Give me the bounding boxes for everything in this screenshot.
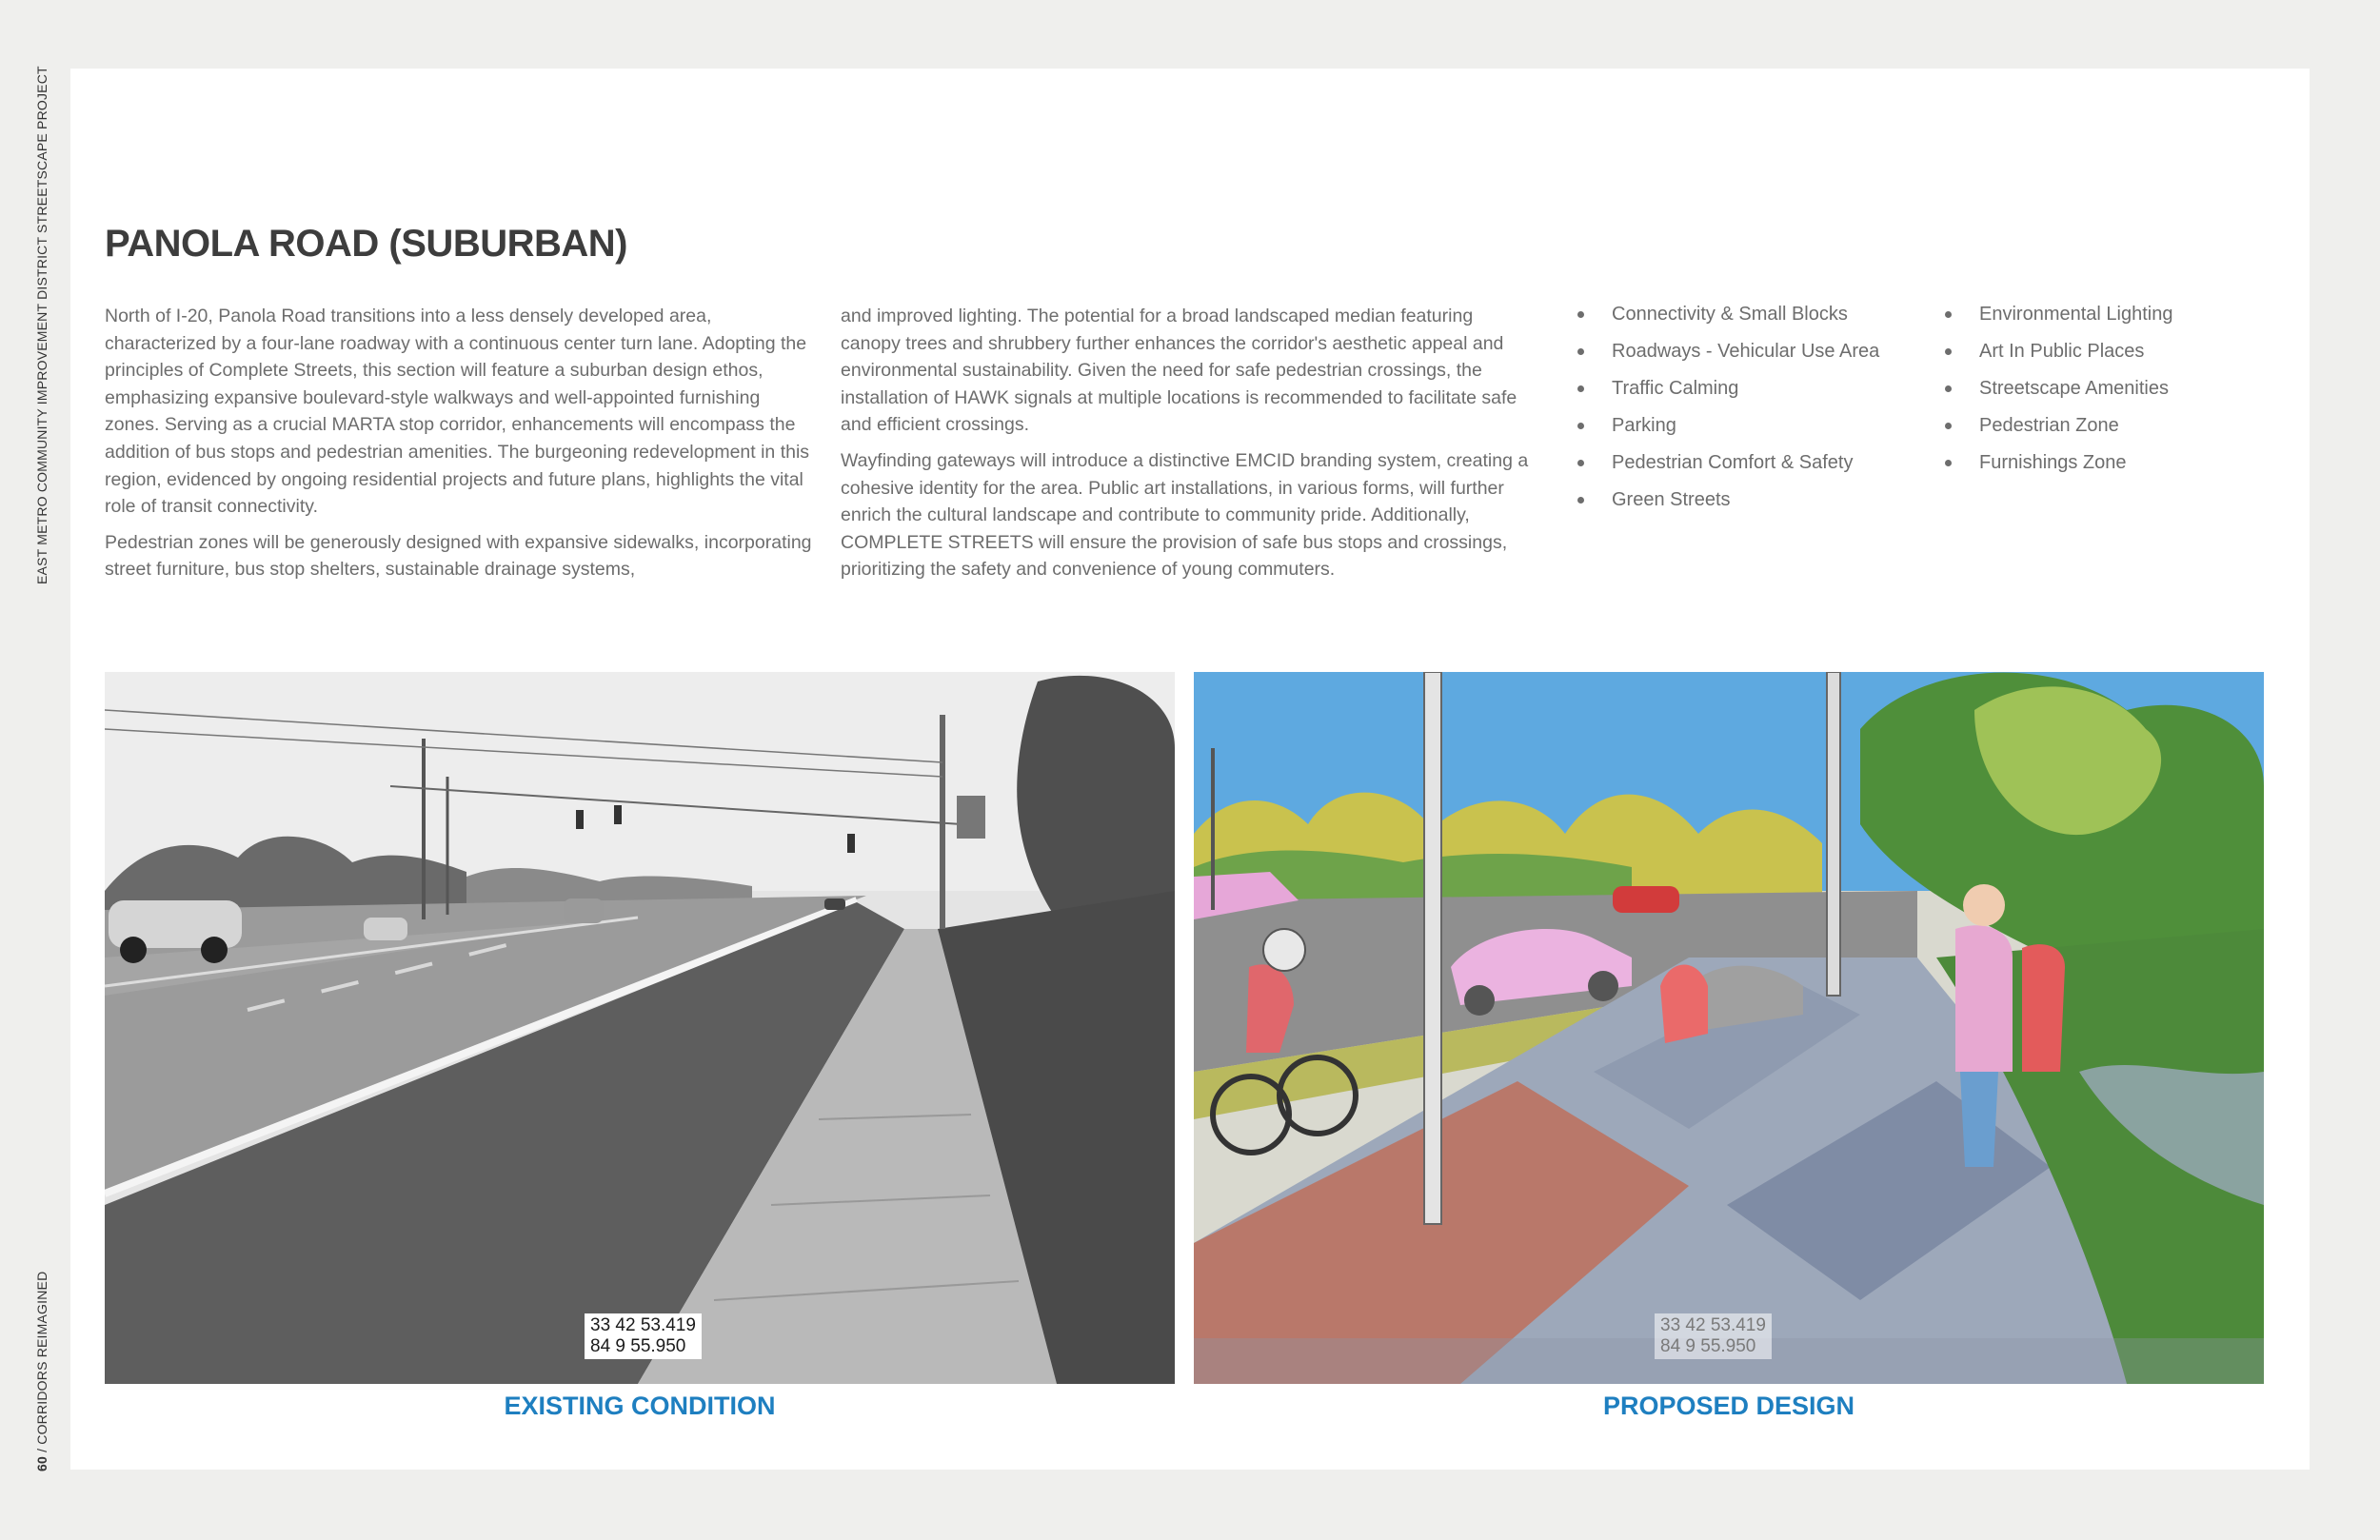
feature-item: Furnishings Zone bbox=[1945, 448, 2172, 485]
features-list-left bbox=[1577, 300, 1879, 523]
feature-item: Pedestrian Comfort & Safety bbox=[1577, 448, 1879, 485]
latitude: 33 42 53.419 bbox=[1660, 1315, 1766, 1335]
feature-item: Connectivity & Small Blocks bbox=[1577, 300, 1879, 337]
longitude: 84 9 55.950 bbox=[1660, 1336, 1756, 1356]
body-paragraph: Pedestrian zones will be generously designed with expansive sidewalks, incorporating street furniture, bus stop shelters, sustainable drainage systems, bbox=[105, 531, 812, 581]
page-title: PANOLA ROAD (SUBURBAN) bbox=[105, 223, 627, 265]
features-list-right bbox=[1945, 300, 2172, 485]
feature-item: Streetscape Amenities bbox=[1945, 374, 2172, 411]
feature-item: Art In Public Places bbox=[1945, 337, 2172, 374]
body-column-1 bbox=[105, 303, 815, 592]
latitude: 33 42 53.419 bbox=[590, 1315, 696, 1335]
existing-condition-caption: EXISTING CONDITION bbox=[504, 1392, 776, 1420]
feature-item: Parking bbox=[1577, 411, 1879, 448]
existing-street-illustration bbox=[105, 672, 1175, 1384]
proposed-design-caption: PROPOSED DESIGN bbox=[1602, 1392, 1855, 1420]
feature-item: Environmental Lighting bbox=[1945, 300, 2172, 337]
body-paragraph: North of I-20, Panola Road transitions into a less densely developed area, characterized by a four-lane roadway with a continuous center turn lane. Adopting the principles of Complete Streets, this section will feature a suburban design ethos, emphasizing expansive boulevard-style walkways and well-appointed furnishing zones. Serving as a crucial MARTA stop corridor, enhancements will encompass the addition of bus stops and pedestrian amenities. The burgeoning redevelopment in this region, evidenced by ongoing residential projects and future plans, highlights the vital role of transit connectivity. bbox=[105, 306, 810, 518]
section-name: / CORRIDORS REIMAGINED bbox=[34, 1271, 50, 1457]
gps-coordinates-label bbox=[585, 1313, 702, 1359]
body-paragraph: and improved lighting. The potential for a broad landscaped median featuring canopy trees and shrubbery further enhances the corridor's aesthetic appeal and environmental sustainability. Given the need for safe pedestrian crossings, the installation of HAWK signals at multiple locations is recommended to facilitate safe and efficient crossings. bbox=[841, 306, 1517, 436]
page-number: 60 bbox=[34, 1456, 50, 1471]
gps-coordinates-label bbox=[1655, 1313, 1772, 1359]
feature-item: Pedestrian Zone bbox=[1945, 411, 2172, 448]
body-column-2 bbox=[841, 303, 1536, 592]
page-footer-vertical bbox=[34, 1272, 50, 1471]
longitude: 84 9 55.950 bbox=[590, 1336, 686, 1356]
body-paragraph: Wayfinding gateways will introduce a distinctive EMCID branding system, creating a cohesive identity for the area. Public art installations, in various forms, will further enrich the cultural landscape and contribute to community pride. Additionally, COMPLETE STREETS will ensure the provision of safe bus stops and crossings, prioritizing the safety and convenience of young commuters. bbox=[841, 449, 1529, 581]
proposed-streetscape-illustration bbox=[1194, 672, 2264, 1384]
existing-condition-photo bbox=[105, 672, 1175, 1384]
feature-item: Green Streets bbox=[1577, 485, 1879, 523]
project-title-vertical: EAST METRO COMMUNITY IMPROVEMENT DISTRICT STREETSCAPE PROJECT bbox=[34, 66, 50, 584]
feature-item: Traffic Calming bbox=[1577, 374, 1879, 411]
feature-item: Roadways - Vehicular Use Area bbox=[1577, 337, 1879, 374]
proposed-design-rendering bbox=[1194, 672, 2264, 1384]
